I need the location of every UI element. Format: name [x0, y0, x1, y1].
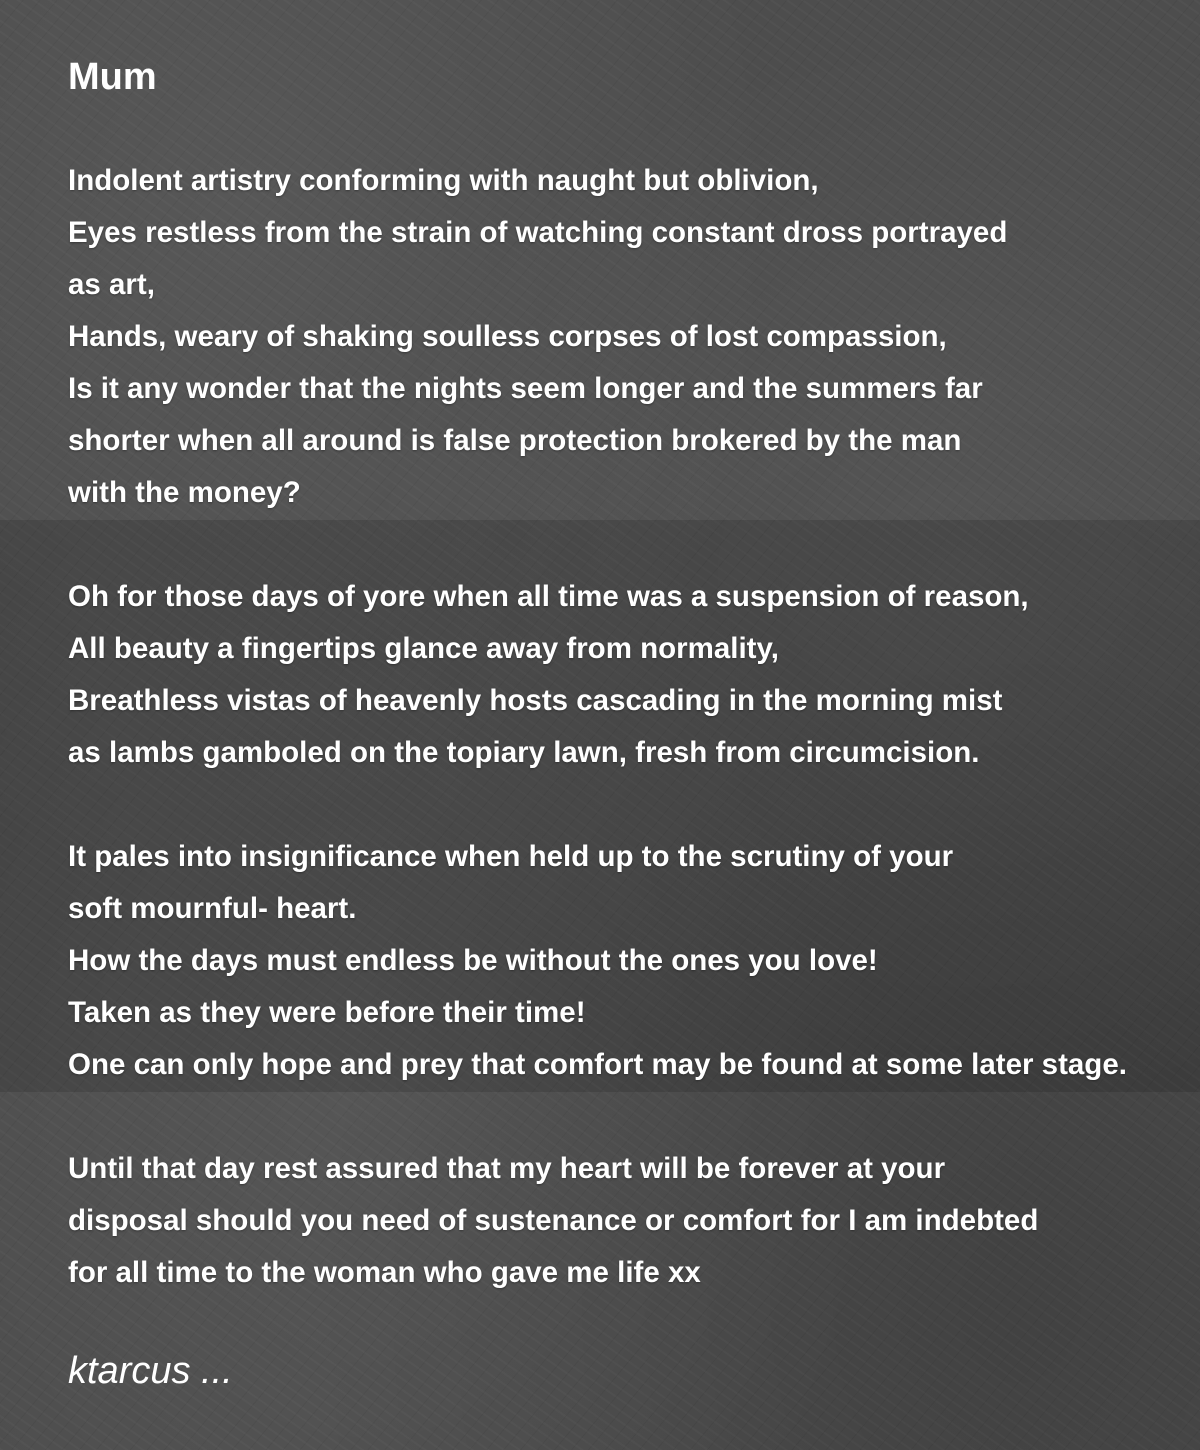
poem-line: Hands, weary of shaking soulless corpses of lost compassion,: [68, 320, 947, 353]
poem-line: Indolent artistry conforming with naught but oblivion,: [68, 164, 819, 197]
stanza-break: [68, 519, 1200, 571]
poem-container: [68, 54, 1200, 1299]
stanza-1: [68, 155, 1200, 519]
poem-title: Mum: [68, 56, 157, 98]
poem-line: as art,: [68, 268, 155, 301]
poem-line: It pales into insignificance when held up to the scrutiny of your: [68, 840, 954, 873]
poem-line: All beauty a fingertips glance away from normality,: [68, 632, 779, 665]
poem-line: for all time to the woman who gave me life xx: [68, 1256, 701, 1289]
poem-line: Taken as they were before their time!: [68, 996, 586, 1029]
poem-author: ktarcus ...: [68, 1350, 233, 1392]
stanza-3: [68, 831, 1200, 1091]
poem-line: How the days must endless be without the ones you love!: [68, 944, 878, 977]
poem-line: Until that day rest assured that my heart will be forever at your: [68, 1152, 946, 1185]
stanza-break: [68, 779, 1200, 831]
poem-line: disposal should you need of sustenance or comfort for I am indebted: [68, 1204, 1039, 1237]
poem-line: Breathless vistas of heavenly hosts cascading in the morning mist: [68, 684, 1003, 717]
poem-line: Eyes restless from the strain of watching constant dross portrayed: [68, 216, 1008, 249]
stanza-2: [68, 571, 1200, 779]
stanza-4: [68, 1143, 1200, 1299]
poem-line: as lambs gamboled on the topiary lawn, fresh from circumcision.: [68, 736, 980, 769]
poem-line: soft mournful- heart.: [68, 892, 357, 925]
poem-line: One can only hope and prey that comfort may be found at some later stage.: [68, 1048, 1127, 1081]
stanza-break: [68, 1091, 1200, 1143]
poem-line: with the money?: [68, 476, 301, 509]
poem-line: shorter when all around is false protection brokered by the man: [68, 424, 962, 457]
poem-line: Oh for those days of yore when all time was a suspension of reason,: [68, 580, 1029, 613]
poem-line: Is it any wonder that the nights seem longer and the summers far: [68, 372, 983, 405]
poem-body: [68, 155, 1200, 1299]
